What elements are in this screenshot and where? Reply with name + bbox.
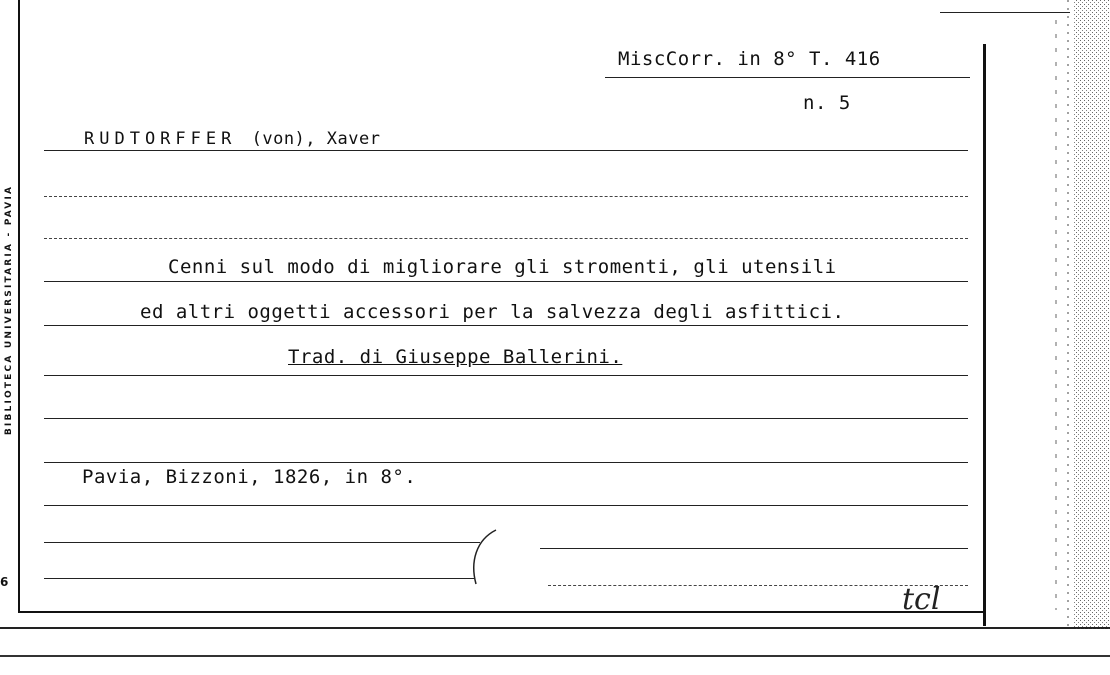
rule-line — [44, 505, 968, 506]
card-top-edge — [940, 12, 1070, 13]
shelfmark: MiscCorr. in 8° T. 416 — [618, 48, 881, 70]
author-rest: (von), Xaver — [251, 129, 381, 149]
rule-line — [44, 462, 968, 463]
rule-line — [44, 325, 968, 326]
author-heading — [84, 129, 380, 149]
rule-line — [44, 150, 968, 151]
rule-line — [44, 238, 968, 239]
punch-hole-arc — [468, 526, 508, 586]
rule-line — [540, 548, 968, 549]
corner-number: 6 — [0, 575, 9, 589]
page-bottom-edge — [0, 627, 1110, 629]
translator-text: Trad. di Giuseppe Ballerini. — [288, 346, 623, 368]
rule-line — [44, 196, 968, 197]
title-line-2: ed altri oggetti accessori per la salvezza degli asfittici. — [140, 301, 845, 323]
rule-line — [44, 542, 480, 543]
library-stamp-text: BIBLIOTECA UNIVERSITARIA - PAVIA — [4, 184, 14, 436]
card-bottom-border — [18, 611, 986, 613]
rule-line — [44, 375, 968, 376]
item-number: n. 5 — [803, 92, 851, 114]
card-left-border — [18, 0, 20, 612]
page-bottom-edge-2 — [0, 655, 1110, 657]
rule-line — [44, 578, 474, 579]
library-stamp — [0, 130, 18, 490]
title-line-1: Cenni sul modo di migliorare gli stromenti, gli utensili — [168, 256, 837, 278]
imprint-line: Pavia, Bizzoni, 1826, in 8°. — [82, 466, 417, 488]
handwritten-note: tcl — [902, 582, 941, 617]
rule-line — [44, 418, 968, 419]
rule-line — [44, 281, 968, 282]
rule-line — [605, 77, 970, 78]
translator-line — [288, 346, 622, 368]
author-surname: RUDTORFFER — [84, 129, 237, 149]
scanned-paper-edge — [1052, 0, 1110, 630]
card-right-border — [983, 44, 986, 626]
